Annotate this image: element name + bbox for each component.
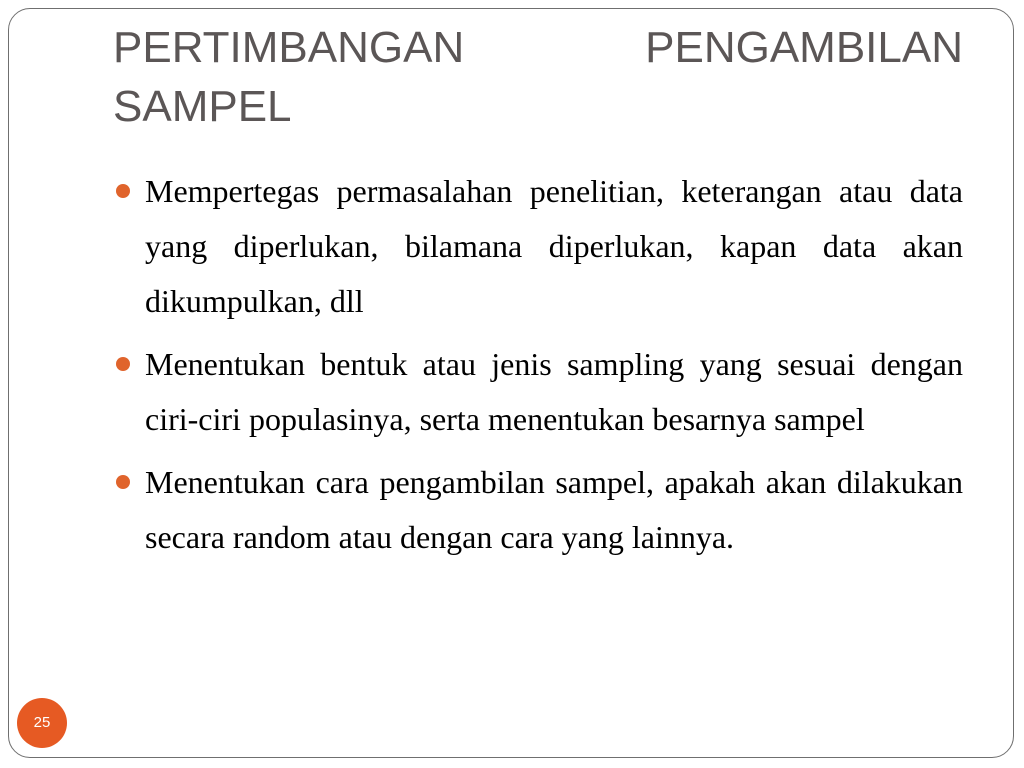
page-number-badge: 25 bbox=[17, 698, 67, 748]
slide-title: PERTIMBANGAN PENGAMBILAN SAMPEL bbox=[113, 23, 963, 131]
bullet-list bbox=[114, 164, 963, 573]
bullet-text: Menentukan cara pengambilan sampel, apakah akan dilakukan secara random atau dengan cara yang lainnya. bbox=[145, 464, 963, 555]
bullet-dot-icon bbox=[116, 184, 130, 198]
bullet-item bbox=[114, 164, 963, 329]
bullet-item bbox=[114, 337, 963, 447]
bullet-item bbox=[114, 455, 963, 565]
bullet-dot-icon bbox=[116, 475, 130, 489]
bullet-text: Mempertegas permasalahan penelitian, keterangan atau data yang diperlukan, bilamana diperlukan, kapan data akan dikumpulkan, dll bbox=[145, 173, 963, 319]
bullet-dot-icon bbox=[116, 357, 130, 371]
bullet-text: Menentukan bentuk atau jenis sampling yang sesuai dengan ciri-ciri populasinya, serta menentukan besarnya sampel bbox=[145, 346, 963, 437]
